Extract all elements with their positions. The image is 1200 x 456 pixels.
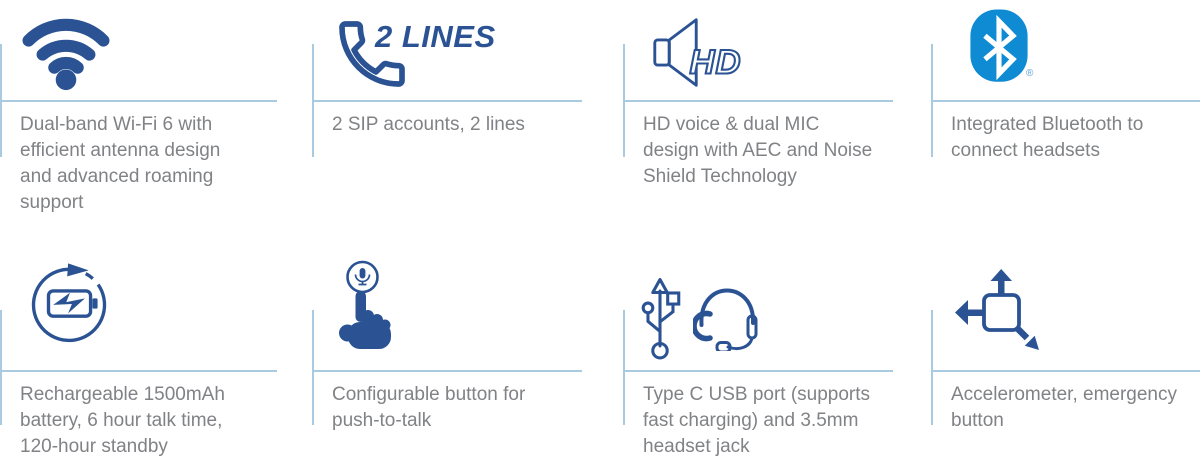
feature-cell-push-to-talk: [312, 228, 582, 456]
cell-divider: [623, 100, 893, 102]
hd-speaker-icon: [649, 13, 755, 92]
cell-left-rule: [931, 310, 933, 425]
cell-divider: [0, 100, 277, 102]
two-lines-label: 2 LINES: [375, 19, 496, 54]
feature-text: HD voice & dual MIC design with AEC and Noise Shield Technology: [643, 114, 873, 187]
feature-text: Integrated Bluetooth to connect headsets: [951, 114, 1144, 161]
registered-trademark-mark: ®: [1026, 68, 1034, 79]
headset-icon: [693, 285, 761, 351]
usb-type-c-icon: [635, 276, 685, 360]
feature-cell-wifi: [0, 0, 277, 228]
feature-cell-battery: [0, 228, 277, 456]
cell-left-rule: [623, 310, 625, 425]
feature-cell-accelerometer: [931, 228, 1200, 456]
cell-divider: [623, 370, 893, 372]
feature-text: 2 SIP accounts, 2 lines: [332, 114, 525, 135]
feature-text: Rechargeable 1500mAh battery, 6 hour talk time, 120-hour standby: [20, 384, 225, 456]
rechargeable-battery-icon: [27, 260, 113, 348]
cell-divider: [931, 370, 1200, 372]
cell-divider: [931, 100, 1200, 102]
feature-cell-hd-voice: [623, 0, 893, 228]
hd-label: HD: [689, 43, 742, 82]
cell-divider: [312, 370, 582, 372]
push-to-talk-button-icon: [334, 260, 396, 354]
wifi-icon: [16, 5, 116, 91]
feature-text: Configurable button for push-to-talk: [332, 384, 526, 431]
cell-divider: [312, 100, 582, 102]
feature-cell-sip-lines: [312, 0, 582, 228]
accelerometer-icon: [953, 268, 1049, 360]
bluetooth-icon: [969, 8, 1029, 87]
feature-text: Dual-band Wi-Fi 6 with efficient antenna design and advanced roaming support: [20, 114, 221, 213]
cell-left-rule: [312, 310, 314, 425]
feature-cell-usb-headset: [623, 228, 893, 456]
feature-text: Type C USB port (supports fast charging) and 3.5mm headset jack: [643, 384, 871, 456]
feature-cell-bluetooth: [931, 0, 1200, 228]
cell-divider: [0, 370, 277, 372]
feature-text: Accelerometer, emergency button: [951, 384, 1177, 431]
cell-left-rule: [0, 310, 2, 425]
